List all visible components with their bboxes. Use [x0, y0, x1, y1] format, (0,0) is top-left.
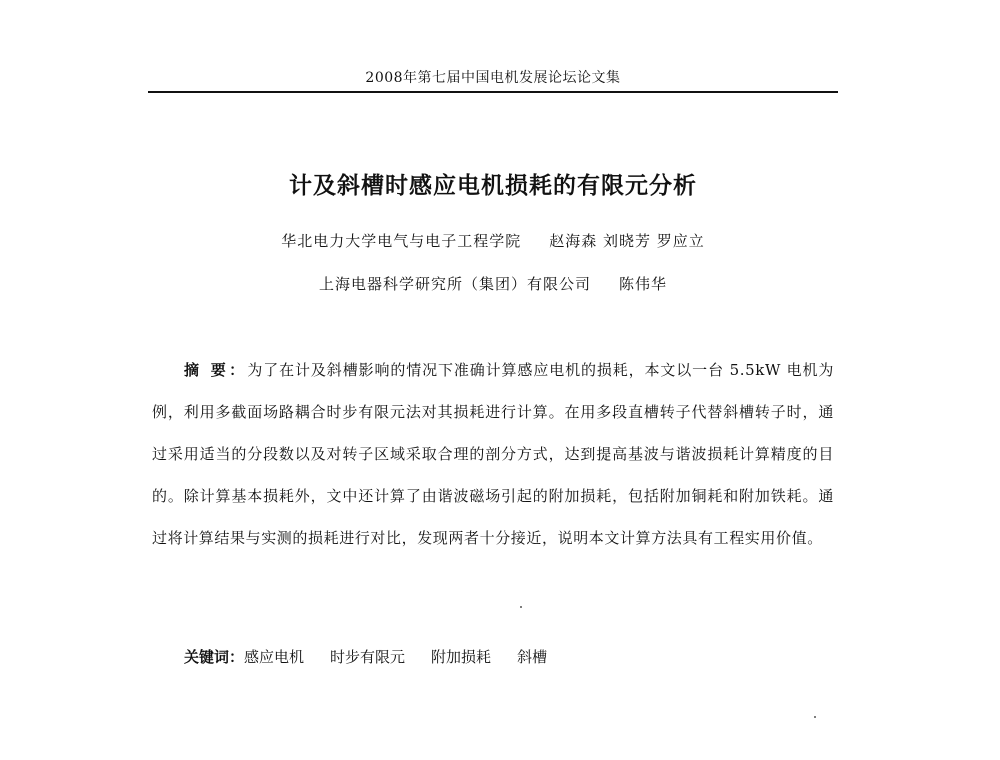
keyword: 时步有限元 [330, 648, 406, 666]
keyword: 感应电机 [244, 648, 305, 666]
scan-speck [520, 606, 522, 608]
affiliation-line [150, 273, 836, 295]
keyword: 附加损耗 [431, 648, 492, 666]
running-header: 2008年第七届中国电机发展论坛论文集 [365, 70, 621, 86]
abstract [152, 349, 834, 559]
scan-speck [814, 716, 816, 718]
institution: 上海电器科学研究所（集团）有限公司 [318, 275, 591, 293]
keywords [184, 646, 834, 668]
author-names: 赵海森 刘晓芳 罗应立 [549, 232, 705, 250]
abstract-label: 摘 要： [184, 361, 248, 379]
header-rule [148, 91, 838, 93]
affiliation-line [150, 230, 836, 252]
author-names: 陈伟华 [619, 275, 668, 293]
keyword: 斜槽 [517, 648, 548, 666]
abstract-text: 为了在计及斜槽影响的情况下准确计算感应电机的损耗，本文以一台 5.5kW 电机为例，利用多截面场路耦合时步有限元法对其损耗进行计算。在用多段直槽转子代替斜槽转子时，通过采用适当的分段数以及对转子区域采取合理的剖分方式，达到提高基波与谐波损耗计算精度的目的。除计算基本损耗外，文中还计算了由谐波磁场引起的附加损耗，包括附加铜耗和附加铁耗。通过将计算结果与实测的损耗进行对比，发现两者十分接近，说明本文计算方法具有工程实用价值。 [152, 361, 834, 547]
institution: 华北电力大学电气与电子工程学院 [281, 232, 522, 250]
keywords-label: 关键词： [184, 648, 245, 666]
paper-title: 计及斜槽时感应电机损耗的有限元分析 [289, 173, 697, 199]
